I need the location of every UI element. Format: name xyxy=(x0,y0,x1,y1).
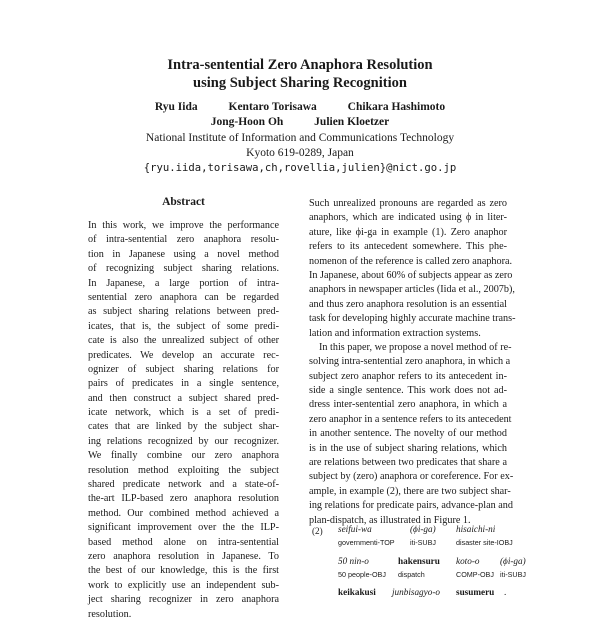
example-gloss: dispatch xyxy=(398,570,425,579)
example-word: seifui-wa xyxy=(338,524,372,534)
text-line: significant improvement over the the ILP- xyxy=(88,522,279,534)
example-word: 50 nin-o xyxy=(338,556,369,566)
text-line: as subject sharing relations between pred- xyxy=(88,306,279,318)
example-number: (2) xyxy=(312,526,323,536)
text-line: tion in Japanese using a novel method xyxy=(88,248,279,260)
text-line: We finally combine our zero anaphora xyxy=(88,450,279,462)
text-line: based method alone on intra-sentential xyxy=(88,536,279,548)
body-column-right xyxy=(309,197,516,528)
text-line: Such unrealized pronouns are regarded as zero xyxy=(309,198,507,209)
text-line: ample, in example (2), there are two subject shar- xyxy=(309,485,511,497)
text-line: shared predicate network and a state-of- xyxy=(88,479,279,491)
text-line: sentential zero anaphora can be regarded xyxy=(88,291,279,303)
example-gloss: iti-SUBJ xyxy=(500,570,526,579)
example-word: (ϕi-ga) xyxy=(500,556,526,566)
text-line: lation and information extraction systems. xyxy=(309,327,481,339)
text-line: cate is also the unrealized subject of other xyxy=(88,335,279,347)
text-line: plan-dispatch, as illustrated in Figure 1. xyxy=(309,514,471,526)
example-word: keikakusi xyxy=(338,587,376,597)
author-name: Ryu Iida xyxy=(154,101,198,113)
example-word: hakensuru xyxy=(398,556,440,566)
author-row-1 xyxy=(0,100,600,115)
text-line: dress inter-sentential zero anaphora, in which a xyxy=(309,399,507,411)
title-line-2: using Subject Sharing Recognition xyxy=(193,75,407,91)
author-name: Julien Kloetzer xyxy=(314,116,390,128)
text-line: In this work, we improve the performance xyxy=(88,220,279,231)
text-line: resolution. xyxy=(88,608,132,620)
text-line: the-art ILP-based zero anaphora resolution xyxy=(88,493,279,505)
example-word: koto-o xyxy=(456,556,480,566)
example-gloss: iti-SUBJ xyxy=(410,538,436,547)
text-line: ing relations recognized by our recognizer. xyxy=(88,435,279,447)
text-line: of recognizing subject sharing relations. xyxy=(88,263,279,275)
author-name: Chikara Hashimoto xyxy=(347,101,446,113)
text-line: zero anaphor in a sentence refers to its antecedent xyxy=(309,413,512,425)
text-line: resolution method exploiting the subject xyxy=(88,464,279,476)
text-line: is in the use of subject sharing relations, which xyxy=(309,442,507,454)
text-line: subject zero anaphor refers to its antecedent in- xyxy=(309,370,507,382)
body-paragraph-2 xyxy=(309,341,514,528)
text-line: In Japanese, a large portion of intra- xyxy=(88,277,279,289)
example-gloss: disaster site-IOBJ xyxy=(456,538,513,547)
author-row-2 xyxy=(0,115,600,130)
text-line: anaphors, which are indicated using ϕ in liter- xyxy=(309,212,507,224)
body-paragraph-1 xyxy=(309,197,516,341)
institute-name: National Institute of Information and Communications Technology xyxy=(145,132,455,144)
text-line: ature, like ϕi-ga in example (1). Zero anaphor xyxy=(309,226,507,238)
author-emails: {ryu.iida,torisawa,ch,rovellia,julien}@nict.go.jp xyxy=(143,162,457,174)
text-line: icate network, which is a set of predi- xyxy=(88,407,279,419)
example-word: susumeru xyxy=(456,587,495,597)
author-name: Jong-Hoon Oh xyxy=(210,116,284,128)
text-line: solving intra-sentential zero anaphora, in which a xyxy=(309,356,511,368)
text-line: in another sentence. The novelty of our method xyxy=(309,428,507,440)
author-list xyxy=(0,100,600,130)
text-line: refers to its antecedent somewhere. This phe- xyxy=(309,241,507,253)
author-name: Kentaro Torisawa xyxy=(228,101,317,113)
example-gloss: 50 people-OBJ xyxy=(338,570,386,579)
text-line: side a single sentence. This work does not ad- xyxy=(309,385,507,397)
text-line: anaphors in newspaper articles (Iida et al., 2007b), xyxy=(309,284,515,296)
text-line: cates that are linked by the subject shar- xyxy=(88,421,279,433)
text-line: zero anaphora resolution in Japanese. To xyxy=(88,550,279,562)
affiliation xyxy=(0,131,600,176)
institute-address: Kyoto 619-0289, Japan xyxy=(246,147,354,159)
example-word: (ϕi-ga) xyxy=(410,524,436,534)
title-line-1: Intra-sentential Zero Anaphora Resolution xyxy=(167,57,433,73)
text-line: task for developing highly accurate machine trans- xyxy=(309,313,516,325)
text-line: pairs of predicates in a single sentence, xyxy=(88,378,279,390)
text-line: ognizer of subject sharing relations for xyxy=(88,363,279,375)
text-line: In this paper, we propose a novel method of re- xyxy=(319,341,512,353)
text-line: and then construct a subject shared pred- xyxy=(88,392,279,404)
text-line: nomenon of the reference is called zero anaphora. xyxy=(309,255,513,267)
example-word: hisaichi-ni xyxy=(456,524,496,534)
abstract-text xyxy=(88,219,279,622)
text-line: method. Our combined method achieved a xyxy=(88,507,279,519)
text-line: subject by (zero) anaphora or coreference. For ex- xyxy=(309,471,514,483)
text-line: the best of our knowledge, this is the first xyxy=(88,565,279,577)
text-line: In Japanese, about 60% of subjects appear as zero xyxy=(309,269,513,281)
text-line: predicates. We develop an accurate rec- xyxy=(88,349,279,361)
abstract-heading: Abstract xyxy=(162,196,205,208)
text-line: are relations between two predicates that share a xyxy=(309,457,507,469)
text-line: work to explicitly use an independent sub- xyxy=(88,579,279,591)
text-line: and thus zero anaphora resolution is an essential xyxy=(309,298,507,310)
example-gloss: COMP-OBJ xyxy=(456,570,494,579)
text-line: of intra-sentential zero anaphora resolu- xyxy=(88,234,279,246)
paper-title xyxy=(0,56,600,92)
text-line: ject sharing recognizer in zero anaphora xyxy=(88,594,279,606)
example-gloss: governmenti-TOP xyxy=(338,538,395,547)
text-line: icates, that is, the subject of some predi- xyxy=(88,320,279,332)
example-word: junbisagyo-o xyxy=(392,587,440,597)
text-line: ing relations for predicate pairs, advance-plan and xyxy=(309,500,513,512)
example-word: . xyxy=(504,587,507,597)
